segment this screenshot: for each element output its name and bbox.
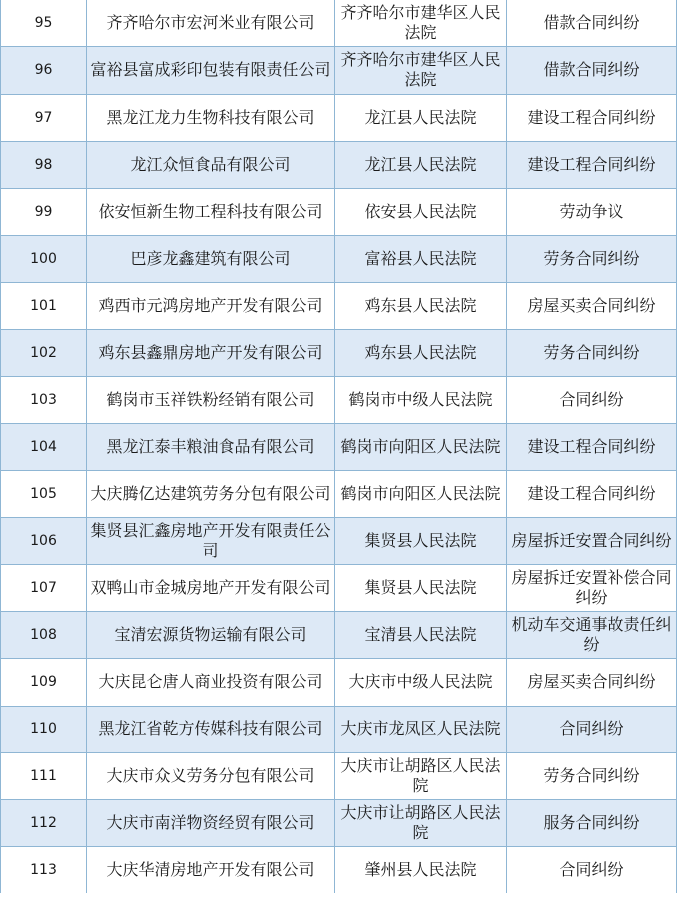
company-name-cell: 依安恒新生物工程科技有限公司	[87, 188, 335, 235]
table-row	[1, 329, 677, 376]
row-number-cell: 104	[1, 423, 87, 470]
table-row	[1, 706, 677, 752]
company-name-cell: 双鸭山市金城房地产开发有限公司	[87, 564, 335, 611]
case-type-cell: 房屋拆迁安置合同纠纷	[507, 517, 677, 564]
case-type-cell: 劳务合同纠纷	[507, 235, 677, 282]
court-name-cell: 宝清县人民法院	[335, 611, 507, 658]
company-name-cell: 黑龙江龙力生物科技有限公司	[87, 94, 335, 141]
case-type-cell: 合同纠纷	[507, 376, 677, 423]
court-name-cell: 富裕县人民法院	[335, 235, 507, 282]
case-type-cell: 房屋买卖合同纠纷	[507, 658, 677, 706]
table-row	[1, 0, 677, 46]
court-name-cell: 集贤县人民法院	[335, 564, 507, 611]
row-number-cell: 95	[1, 0, 87, 46]
company-name-cell: 鹤岗市玉祥铁粉经销有限公司	[87, 376, 335, 423]
case-type-cell: 借款合同纠纷	[507, 46, 677, 94]
table-row	[1, 235, 677, 282]
table-row	[1, 141, 677, 188]
company-name-cell: 龙江众恒食品有限公司	[87, 141, 335, 188]
company-name-cell: 鸡东县鑫鼎房地产开发有限公司	[87, 329, 335, 376]
case-table-body	[1, 0, 677, 893]
court-name-cell: 大庆市中级人民法院	[335, 658, 507, 706]
case-type-cell: 房屋拆迁安置补偿合同纠纷	[507, 564, 677, 611]
row-number-cell: 107	[1, 564, 87, 611]
case-type-cell: 借款合同纠纷	[507, 0, 677, 46]
case-type-cell: 劳务合同纠纷	[507, 752, 677, 799]
table-row	[1, 94, 677, 141]
court-name-cell: 集贤县人民法院	[335, 517, 507, 564]
court-name-cell: 龙江县人民法院	[335, 94, 507, 141]
company-name-cell: 大庆华清房地产开发有限公司	[87, 846, 335, 893]
company-name-cell: 大庆市南洋物资经贸有限公司	[87, 799, 335, 846]
row-number-cell: 108	[1, 611, 87, 658]
company-name-cell: 齐齐哈尔市宏河米业有限公司	[87, 0, 335, 46]
row-number-cell: 96	[1, 46, 87, 94]
row-number-cell: 99	[1, 188, 87, 235]
table-row	[1, 658, 677, 706]
table-row	[1, 611, 677, 658]
table-row	[1, 752, 677, 799]
case-type-cell: 服务合同纠纷	[507, 799, 677, 846]
company-name-cell: 黑龙江泰丰粮油食品有限公司	[87, 423, 335, 470]
company-name-cell: 富裕县富成彩印包装有限责任公司	[87, 46, 335, 94]
row-number-cell: 101	[1, 282, 87, 329]
company-name-cell: 集贤县汇鑫房地产开发有限责任公司	[87, 517, 335, 564]
table-row	[1, 188, 677, 235]
row-number-cell: 112	[1, 799, 87, 846]
case-type-cell: 建设工程合同纠纷	[507, 470, 677, 517]
court-name-cell: 龙江县人民法院	[335, 141, 507, 188]
row-number-cell: 109	[1, 658, 87, 706]
row-number-cell: 105	[1, 470, 87, 517]
court-name-cell: 依安县人民法院	[335, 188, 507, 235]
case-type-cell: 机动车交通事故责任纠纷	[507, 611, 677, 658]
case-type-cell: 房屋买卖合同纠纷	[507, 282, 677, 329]
row-number-cell: 110	[1, 706, 87, 752]
row-number-cell: 106	[1, 517, 87, 564]
court-name-cell: 肇州县人民法院	[335, 846, 507, 893]
company-name-cell: 大庆腾亿达建筑劳务分包有限公司	[87, 470, 335, 517]
row-number-cell: 97	[1, 94, 87, 141]
case-type-cell: 劳务合同纠纷	[507, 329, 677, 376]
table-row	[1, 799, 677, 846]
company-name-cell: 大庆昆仑唐人商业投资有限公司	[87, 658, 335, 706]
court-name-cell: 齐齐哈尔市建华区人民法院	[335, 46, 507, 94]
table-row	[1, 423, 677, 470]
company-name-cell: 宝清宏源货物运输有限公司	[87, 611, 335, 658]
court-name-cell: 鹤岗市向阳区人民法院	[335, 423, 507, 470]
case-type-cell: 建设工程合同纠纷	[507, 94, 677, 141]
row-number-cell: 98	[1, 141, 87, 188]
court-name-cell: 鸡东县人民法院	[335, 329, 507, 376]
table-row	[1, 46, 677, 94]
table-row	[1, 376, 677, 423]
table-row	[1, 470, 677, 517]
company-name-cell: 黑龙江省乾方传媒科技有限公司	[87, 706, 335, 752]
table-row	[1, 564, 677, 611]
company-name-cell: 大庆市众义劳务分包有限公司	[87, 752, 335, 799]
case-type-cell: 合同纠纷	[507, 846, 677, 893]
company-name-cell: 鸡西市元鸿房地产开发有限公司	[87, 282, 335, 329]
court-name-cell: 鹤岗市中级人民法院	[335, 376, 507, 423]
court-name-cell: 大庆市让胡路区人民法院	[335, 752, 507, 799]
company-name-cell: 巴彦龙鑫建筑有限公司	[87, 235, 335, 282]
court-name-cell: 鹤岗市向阳区人民法院	[335, 470, 507, 517]
court-name-cell: 鸡东县人民法院	[335, 282, 507, 329]
row-number-cell: 100	[1, 235, 87, 282]
case-type-cell: 合同纠纷	[507, 706, 677, 752]
case-type-cell: 建设工程合同纠纷	[507, 423, 677, 470]
court-name-cell: 大庆市让胡路区人民法院	[335, 799, 507, 846]
row-number-cell: 111	[1, 752, 87, 799]
table-row	[1, 517, 677, 564]
table-row	[1, 846, 677, 893]
court-name-cell: 大庆市龙凤区人民法院	[335, 706, 507, 752]
court-name-cell: 齐齐哈尔市建华区人民法院	[335, 0, 507, 46]
row-number-cell: 103	[1, 376, 87, 423]
table-row	[1, 282, 677, 329]
row-number-cell: 102	[1, 329, 87, 376]
case-type-cell: 建设工程合同纠纷	[507, 141, 677, 188]
case-type-cell: 劳动争议	[507, 188, 677, 235]
row-number-cell: 113	[1, 846, 87, 893]
